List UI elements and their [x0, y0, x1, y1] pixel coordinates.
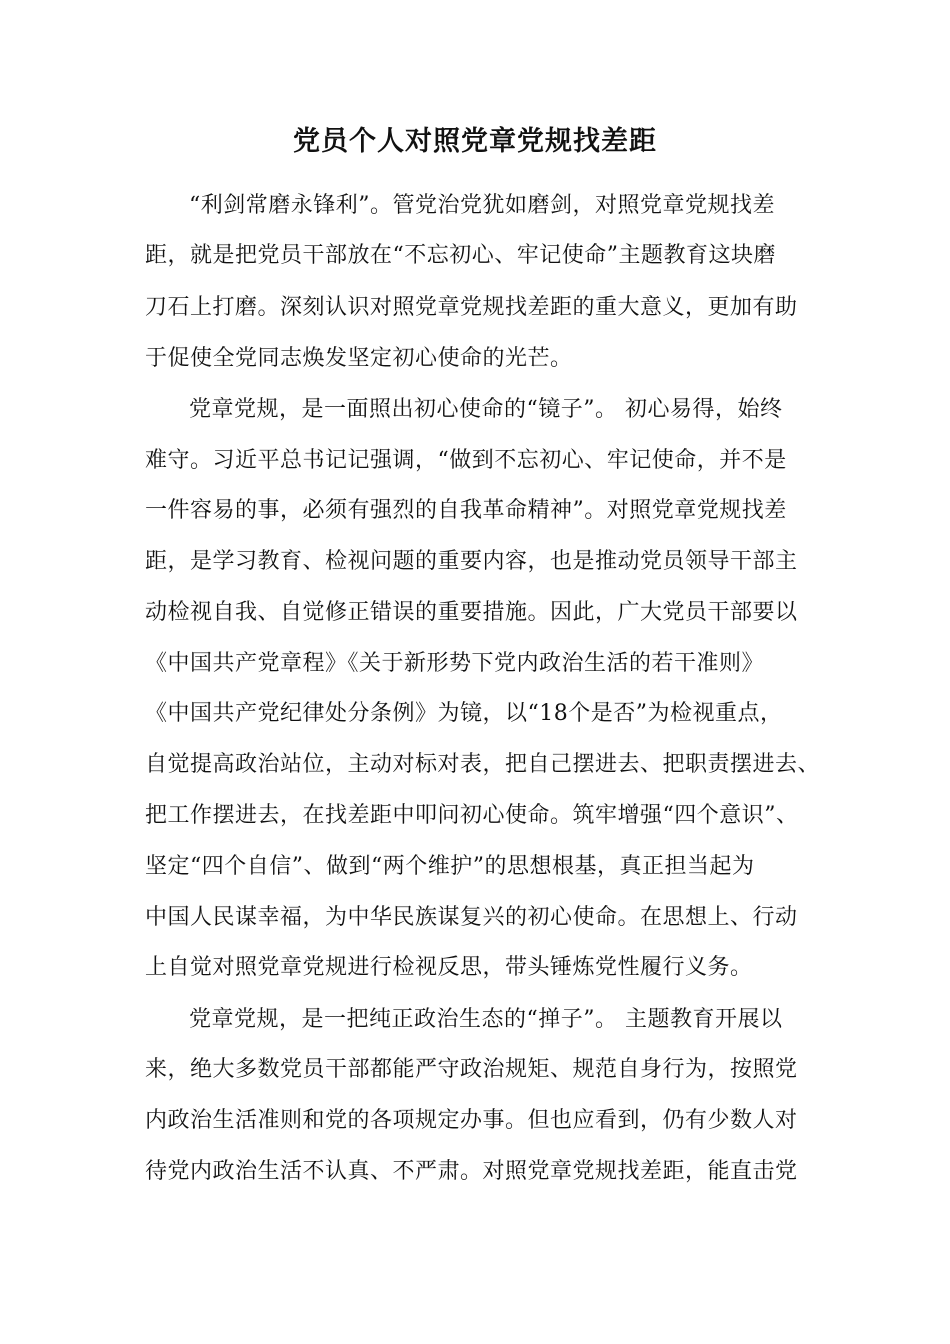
- paragraph-line: 一件容易的事，必须有强烈的自我革命精神”。对照党章党规找差: [145, 498, 787, 523]
- paragraph-line: 距，就是把党员干部放在“不忘初心、牢记使命”主题教育这块磨: [145, 243, 776, 268]
- paragraph-line: 于促使全党同志焕发坚定初心使命的光芒。: [145, 346, 573, 371]
- paragraph-line: 把工作摆进去，在找差距中叩问初心使命。筑牢增强“四个意识”、: [145, 803, 799, 828]
- paragraph-line: 《中国共产党章程》《关于新形势下党内政治生活的若干准则》: [145, 651, 765, 676]
- paragraph-line: 自觉提高政治站位，主动对标对表，把自己摆进去、把职责摆进去、: [145, 752, 821, 777]
- paragraph-line: 动检视自我、自觉修正错误的重要措施。因此，广大党员干部要以: [145, 600, 798, 625]
- paragraph-line: 党章党规，是一面照出初心使命的“镜子”。 初心易得，始终: [189, 397, 783, 422]
- paragraph-line: 《中国共产党纪律处分条例》为镜，以“18个是否”为检视重点，: [145, 701, 783, 726]
- paragraph-line: 待党内政治生活不认真、不严肃。对照党章党规找差距，能直击党: [145, 1159, 798, 1184]
- paragraph-line: 坚定“四个自信”、做到“两个维护”的思想根基，真正担当起为: [145, 854, 755, 879]
- paragraph-line: “利剑常磨永锋利”。管党治党犹如磨剑，对照党章党规找差: [189, 193, 775, 218]
- paragraph-line: 难守。习近平总书记记强调，“做到不忘初心、牢记使命，并不是: [145, 448, 787, 473]
- document-title: 党员个人对照党章党规找差距: [293, 126, 657, 157]
- paragraph-line: 中国人民谋幸福，为中华民族谋复兴的初心使命。在思想上、行动: [145, 905, 798, 930]
- paragraph-line: 来，绝大多数党员干部都能严守政治规矩、规范自身行为，按照党: [145, 1057, 798, 1082]
- paragraph-line: 党章党规，是一把纯正政治生态的“掸子”。 主题教育开展以: [189, 1007, 783, 1032]
- paragraph-line: 上自觉对照党章党规进行检视反思，带头锤炼党性履行义务。: [145, 955, 753, 980]
- paragraph-line: 距，是学习教育、检视问题的重要内容，也是推动党员领导干部主: [145, 549, 798, 574]
- paragraph-line: 内政治生活准则和党的各项规定办事。但也应看到，仍有少数人对: [145, 1108, 798, 1133]
- paragraph-line: 刀石上打磨。深刻认识对照党章党规找差距的重大意义，更加有助: [145, 295, 798, 320]
